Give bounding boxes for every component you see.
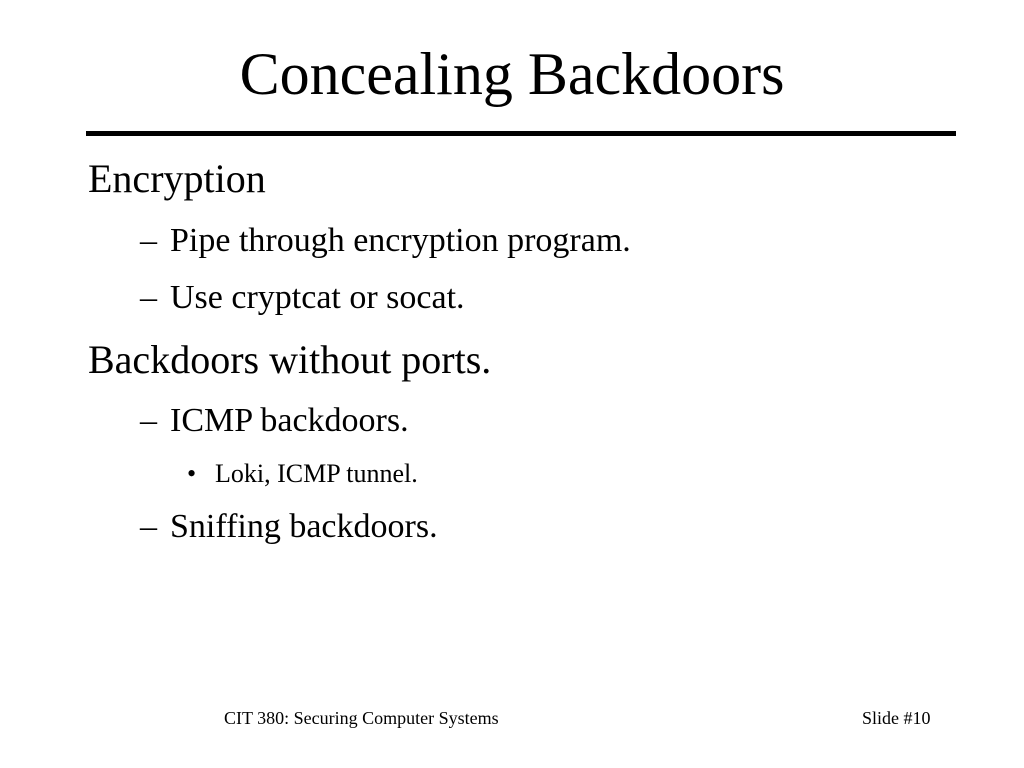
bullet-level2-pipe-encryption: [140, 221, 631, 261]
title-divider: [86, 131, 956, 136]
bullet-text: Use cryptcat or socat.: [170, 279, 465, 316]
bullet-level2-icmp-backdoors: [140, 401, 409, 441]
dash-marker: –: [140, 279, 157, 316]
dash-marker: –: [140, 222, 157, 259]
bullet-text: Encryption: [88, 156, 266, 201]
slide-title: Concealing Backdoors: [239, 41, 785, 107]
dash-marker: –: [140, 508, 157, 545]
dash-marker: –: [140, 402, 157, 439]
bullet-text: Pipe through encryption program.: [170, 222, 631, 259]
bullet-level2-cryptcat-socat: [140, 278, 465, 318]
bullet-level3-loki-icmp-tunnel: [187, 458, 418, 490]
bullet-text: Loki, ICMP tunnel.: [215, 459, 418, 488]
bullet-text: Sniffing backdoors.: [170, 508, 438, 545]
bullet-text: ICMP backdoors.: [170, 402, 409, 439]
bullet-level2-sniffing-backdoors: [140, 507, 438, 547]
bullet-level1-backdoors-without-ports: [88, 336, 491, 384]
footer-course-title: CIT 380: Securing Computer Systems: [224, 708, 499, 728]
bullet-level1-encryption: [88, 155, 266, 203]
bullet-text: Backdoors without ports.: [88, 337, 492, 382]
dot-marker: •: [187, 459, 197, 488]
footer-slide-number: Slide #10: [862, 708, 931, 728]
